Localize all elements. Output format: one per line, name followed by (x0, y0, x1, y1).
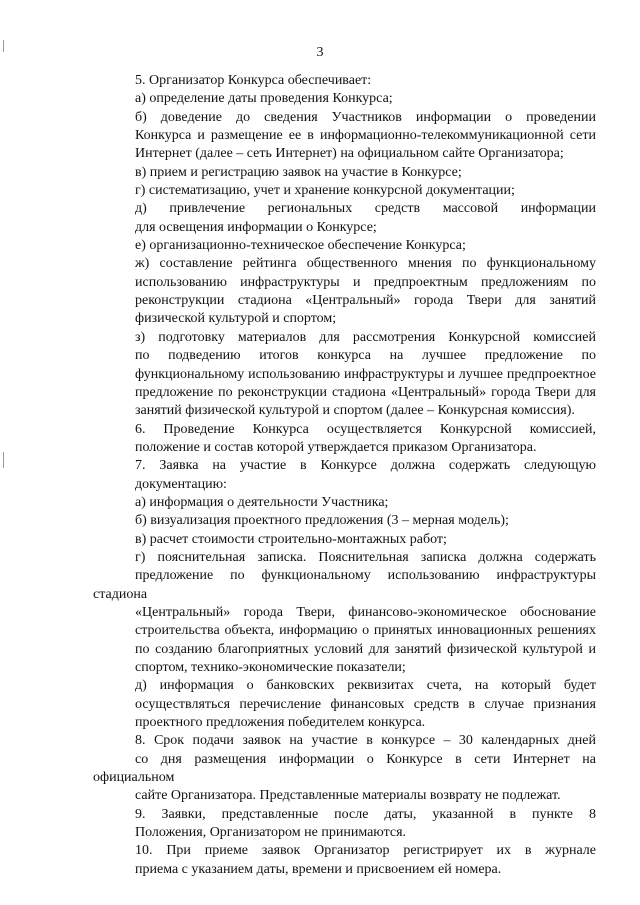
text-line: 10. При приеме заявок Организатор регистрирует их в журнале (135, 843, 596, 859)
paragraph-p5 (93, 72, 596, 90)
paragraph-pb (93, 109, 596, 164)
paragraph-pd (93, 200, 596, 237)
text-line: для освещения информации о Конкурсе; (135, 219, 377, 235)
text-line: по подведению итогов конкурса на лучшее предложение по (135, 348, 596, 364)
text-line: осуществляться перечисление финансовых средств в случае признания (135, 696, 596, 712)
text-line: 9. Заявки, представленные после даты, указанной в пункте 8 (135, 806, 596, 822)
paragraph-pz (93, 329, 596, 421)
text-line: по созданию благоприятных условий для занятий физической культурой и (135, 641, 596, 657)
page-number: 3 (316, 45, 324, 60)
paragraph-pg (93, 182, 596, 200)
text-line: спортом, технико-экономические показатели; (135, 660, 406, 675)
text-line: д) привлечение региональных средств массовой информации (135, 201, 596, 217)
text-line: б) визуализация проектного предложения (3 – мерная модель); (135, 513, 509, 529)
paragraph-p9 (93, 806, 596, 843)
text-line: г) пояснительная записка. Пояснительная записка должна содержать (135, 549, 596, 565)
text-line: е) организационно-техническое обеспечение Конкурса; (135, 238, 466, 254)
paragraph-pa (93, 90, 596, 108)
text-line: ж) составление рейтинга общественного мнения по функциональному (135, 256, 596, 272)
text-line: г) систематизацию, учет и хранение конкурсной документации; (135, 183, 515, 199)
text-line: реконструкции стадиона «Центральный» города Твери для занятий (135, 293, 596, 309)
text-line: предложение по функциональному использованию инфраструктуры стадиона (93, 568, 596, 602)
text-line: проектного предложения победителем конкурса. (135, 715, 426, 731)
text-line: документацию: (135, 476, 227, 492)
text-line: строительства объекта, информацию о принятых инновационных решениях (135, 623, 596, 639)
paragraph-pe (93, 237, 596, 255)
text-line: 6. Проведение Конкурса осуществляется Конкурсной комиссией, (135, 421, 596, 437)
paragraph-p7g (93, 549, 596, 677)
text-line: з) подготовку материалов для рассмотрения Конкурсной комиссией (135, 329, 596, 345)
text-line: д) информация о банковских реквизитах счета, на который будет (135, 678, 596, 694)
text-line: в) расчет стоимости строительно-монтажных работ; (135, 531, 447, 547)
text-line: занятий физической культурой и спортом (далее – Конкурсная комиссия). (135, 403, 575, 419)
text-line: Положения, Организатором не принимаются. (135, 825, 407, 841)
text-line: б) доведение до сведения Участников информации о проведении (135, 109, 596, 125)
text-line: 5. Организатор Конкурса обеспечивает: (135, 73, 372, 88)
text-line: приема с указанием даты, времени и присвоением ей номера. (135, 861, 502, 877)
paragraph-p7 (93, 457, 596, 494)
text-line: сайте Организатора. Представленные материалы возврату не подлежат. (135, 788, 561, 804)
text-line: физической культурой и спортом; (135, 311, 337, 327)
paragraph-p8 (93, 732, 596, 805)
text-line: в) прием и регистрацию заявок на участие в Конкурсе; (135, 164, 462, 180)
scan-edge-mark-middle (3, 452, 4, 468)
paragraph-p7v (93, 531, 596, 549)
paragraph-p7b (93, 512, 596, 530)
paragraph-p7d (93, 677, 596, 732)
text-line: Конкурса и размещение ее в информационно-телекоммуникационной сети (135, 128, 596, 144)
text-line: а) информация о деятельности Участника; (135, 494, 389, 510)
text-line: 8. Срок подачи заявок на участие в конкурсе – 30 календарных дней (135, 733, 596, 749)
document-body (93, 72, 596, 879)
paragraph-p10 (93, 842, 596, 879)
text-line: Интернет (далее – сеть Интернет) на официальном сайте Организатора; (135, 146, 564, 162)
paragraph-p7a (93, 494, 596, 512)
text-line: а) определение даты проведения Конкурса; (135, 91, 393, 107)
paragraph-p6 (93, 421, 596, 458)
text-line: «Центральный» города Твери, финансово-экономическое обоснование (135, 604, 596, 620)
text-line: 7. Заявка на участие в Конкурсе должна содержать следующую (135, 458, 596, 474)
paragraph-pzh (93, 255, 596, 328)
paragraph-pv (93, 164, 596, 182)
text-line: со дня размещения информации о Конкурсе в сети Интернет на официальном (93, 751, 596, 786)
text-line: использованию инфраструктуры и предпроектным предложениям по (135, 274, 596, 290)
text-line: положение и состав которой утверждается приказом Организатора. (135, 439, 537, 455)
text-line: предложение по реконструкции стадиона «Центральный» города Твери для (135, 384, 596, 400)
text-line: функциональному использованию инфраструктуры и лучшее предпроектное (135, 366, 596, 382)
